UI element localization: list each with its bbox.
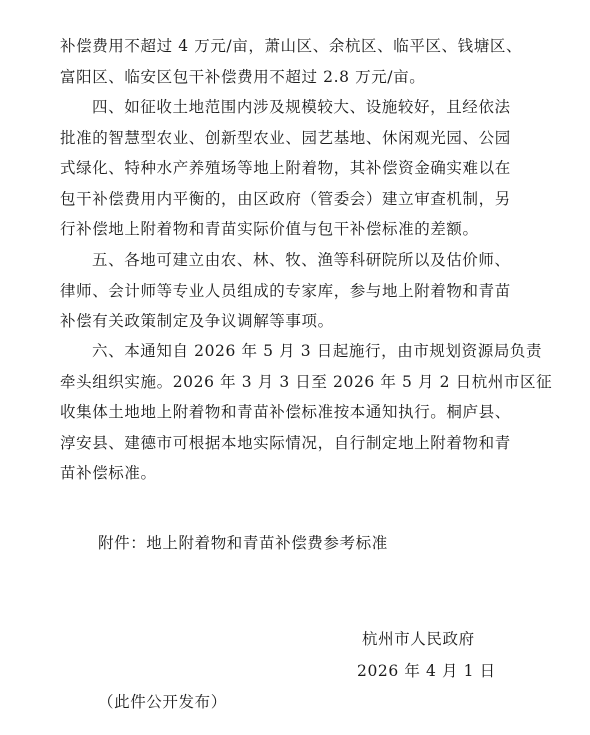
- paragraph-line: 四、如征收土地范围内涉及规模较大、设施较好，且经依法: [92, 98, 511, 116]
- paragraph-line: 苗补偿标准。: [60, 464, 157, 482]
- paragraph-line: 牵头组织实施。2026 年 3 月 3 日至 2026 年 5 月 2 日杭州市区征: [60, 372, 553, 391]
- publish-note: （此件公开发布）: [98, 693, 227, 711]
- paragraph-item-four: [60, 92, 580, 245]
- signature-date: 2026 年 4 月 1 日: [357, 662, 496, 680]
- paragraph-item-six: [60, 336, 580, 489]
- paragraph-line: 收集体土地地上附着物和青苗补偿标准按本通知执行。桐庐县、: [60, 403, 511, 421]
- paragraph-line: 补偿费用不超过 4 万元/亩，萧山区、余杭区、临平区、钱塘区、: [60, 37, 523, 55]
- paragraph-line: 五、各地可建立由农、林、牧、渔等科研院所以及估价师、: [92, 251, 511, 269]
- paragraph-line: 批准的智慧型农业、创新型农业、园艺基地、休闲观光园、公园: [60, 128, 511, 147]
- paragraph-line: 淳安县、建德市可根据本地实际情况，自行制定地上附着物和青: [60, 433, 511, 452]
- paragraph-line: 富阳区、临安区包干补偿费用不超过 2.8 万元/亩。: [60, 67, 426, 86]
- paragraph-line: 行补偿地上附着物和青苗实际价值与包干补偿标准的差额。: [60, 220, 479, 238]
- paragraph-line: 补偿有关政策制定及争议调解等事项。: [60, 312, 334, 330]
- paragraph-line: 六、本通知自 2026 年 5 月 3 日起施行，由市规划资源局负责: [92, 342, 543, 360]
- paragraph-item-five: [60, 245, 580, 337]
- paragraph-line: 包干补偿费用内平衡的，由区政府（管委会）建立审查机制，另: [60, 189, 511, 208]
- signature-organization: 杭州市人民政府: [362, 630, 475, 648]
- paragraph-line: 式绿化、特种水产养殖场等地上附着物，其补偿资金确实难以在: [60, 159, 511, 177]
- paragraph-line: 律师、会计师等专业人员组成的专家库，参与地上附着物和青苗: [60, 281, 511, 300]
- attachment-line: 附件：地上附着物和青苗补偿费参考标准: [98, 534, 388, 552]
- paragraph-compensation-cap: [60, 31, 580, 92]
